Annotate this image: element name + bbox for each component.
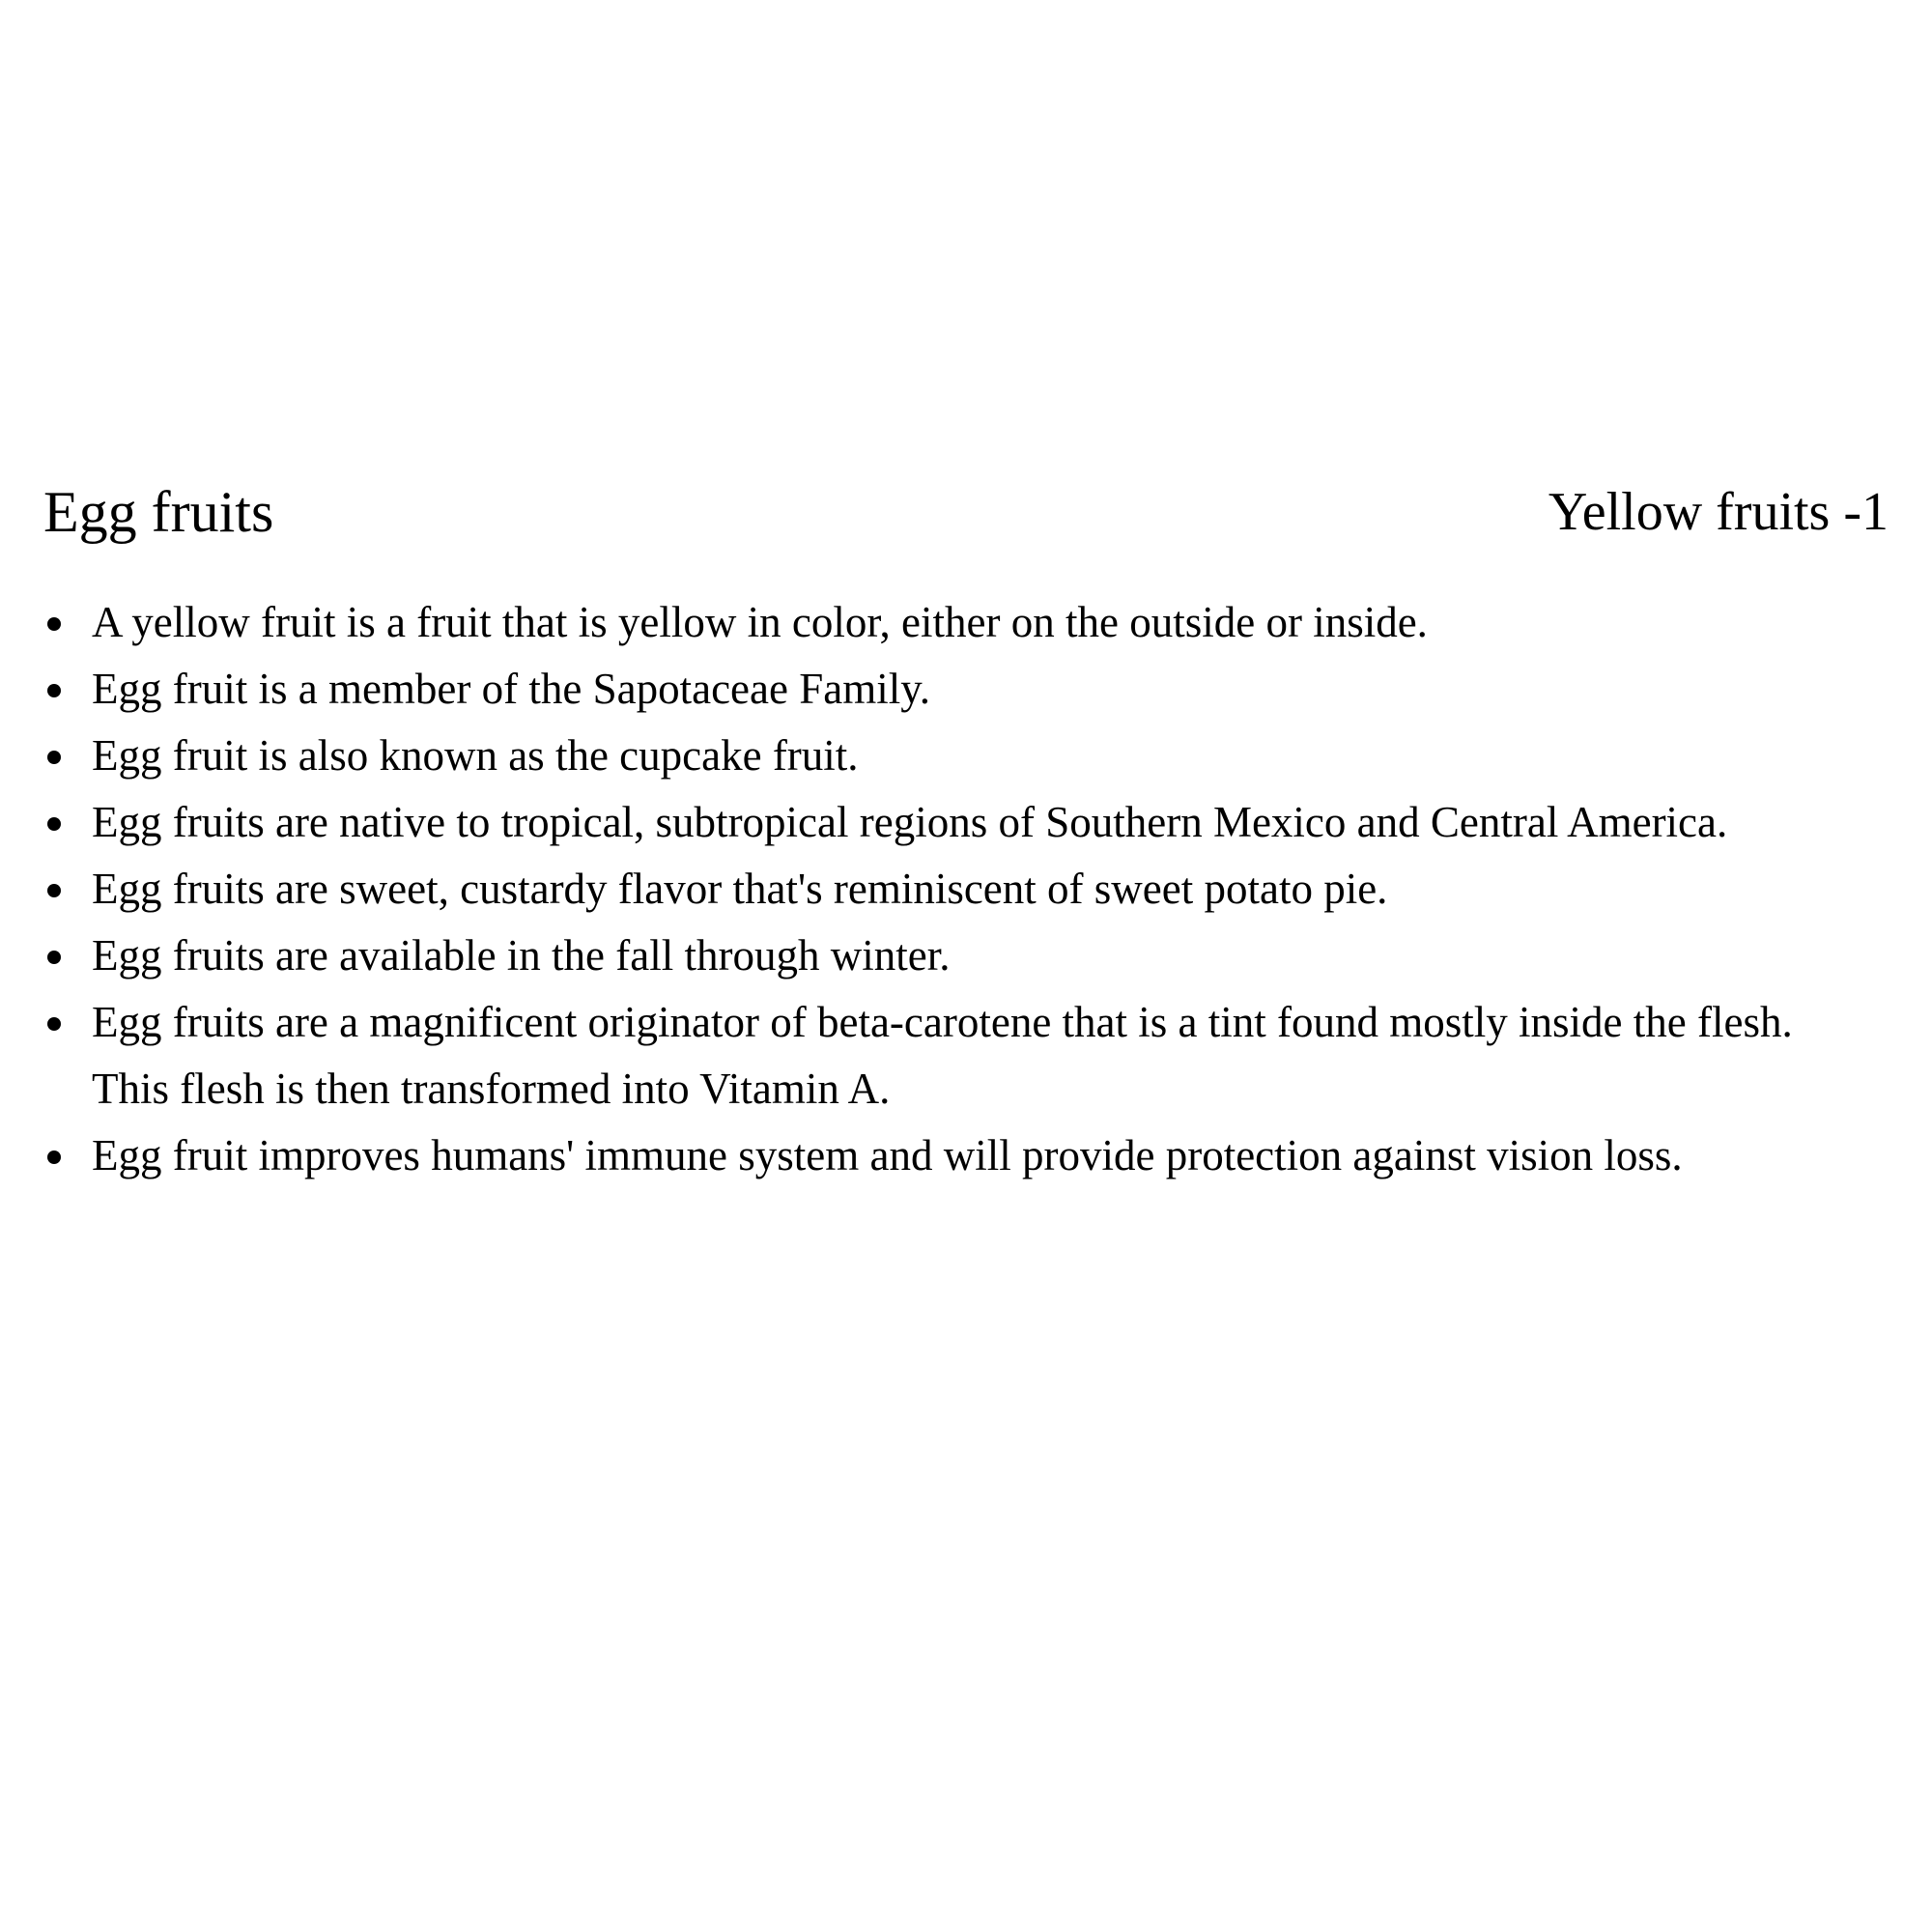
bullet-dot-icon	[47, 951, 61, 964]
bullet-dot-icon	[47, 817, 61, 831]
page-title: Egg fruits	[43, 480, 274, 544]
list-item-text: Egg fruit improves humans' immune system and will provide protection against vision loss.	[92, 1131, 1683, 1179]
list-item	[43, 1122, 1879, 1189]
list-item-text: Egg fruits are sweet, custardy flavor that's reminiscent of sweet potato pie.	[92, 865, 1388, 913]
list-item	[43, 856, 1879, 923]
bullet-dot-icon	[47, 751, 61, 764]
list-item	[43, 589, 1879, 656]
list-item-text: A yellow fruit is a fruit that is yellow in color, either on the outside or inside.	[92, 598, 1428, 646]
bullet-dot-icon	[47, 684, 61, 697]
bullet-dot-icon	[47, 1151, 61, 1164]
list-item-text: Egg fruit is a member of the Sapotaceae Family.	[92, 665, 931, 713]
list-item	[43, 789, 1879, 856]
list-item	[43, 723, 1879, 789]
list-item-text: Egg fruits are a magnificent originator of beta-carotene that is a tint found mostly inside the flesh. This flesh is then transformed into Vitamin A.	[92, 998, 1793, 1113]
list-item-text: Egg fruits are native to tropical, subtropical regions of Southern Mexico and Central America.	[92, 798, 1728, 846]
bullet-dot-icon	[47, 884, 61, 897]
bullet-dot-icon	[47, 1017, 61, 1031]
page-subtitle: Yellow fruits -1	[1548, 482, 1889, 542]
list-item	[43, 923, 1879, 989]
bullet-dot-icon	[47, 617, 61, 631]
list-item-text: Egg fruits are available in the fall through winter.	[92, 931, 951, 980]
list-item-text: Egg fruit is also known as the cupcake fruit.	[92, 731, 859, 780]
fact-list	[43, 589, 1879, 1189]
list-item	[43, 989, 1879, 1122]
list-item	[43, 656, 1879, 723]
page-header	[43, 473, 1889, 551]
